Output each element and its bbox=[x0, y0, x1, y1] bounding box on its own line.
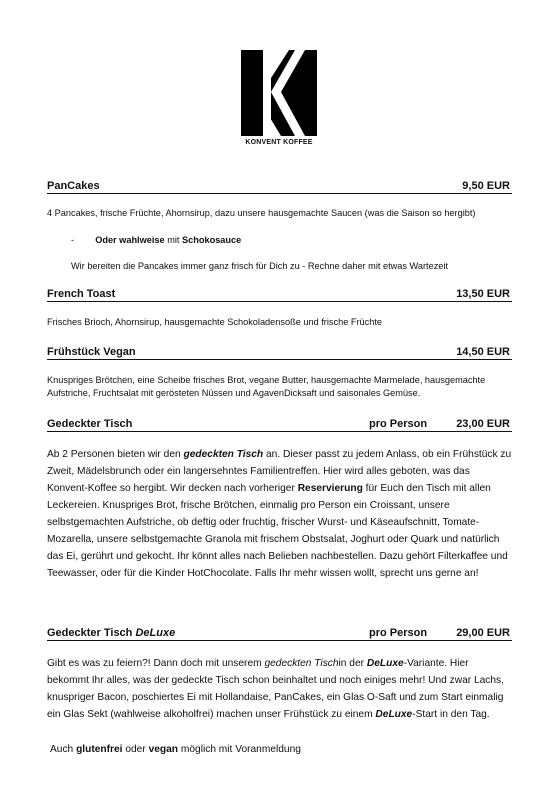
item-description bbox=[47, 446, 512, 582]
text-part: Auch bbox=[50, 744, 74, 755]
item-option bbox=[71, 234, 536, 247]
item-price: 29,00 EUR bbox=[456, 627, 510, 639]
item-name-base: Gedeckter Tisch bbox=[47, 627, 133, 639]
text-emphasis: vegan bbox=[148, 744, 179, 755]
item-price: 9,50 EUR bbox=[462, 180, 510, 192]
item-note: Wir bereiten die Pancakes immer ganz frisch für Dich zu - Rechne daher mit etwas Wartezeit bbox=[71, 261, 448, 271]
item-name: Frühstück Vegan bbox=[47, 346, 136, 358]
item-header-gedeckter-tisch bbox=[47, 417, 512, 432]
text-part: -Start in den Tag. bbox=[412, 709, 490, 720]
item-description: Knuspriges Brötchen, eine Scheibe frisches Brot, vegane Butter, hausgemachte Marmelade, hausgemachte Aufstriche, Fruchtsalat mit gerösteten Nüssen und AgavenDicksaft und saisonales Gemüse. bbox=[47, 375, 486, 398]
option-prefix: Oder wahlweise bbox=[95, 235, 165, 245]
item-price: 14,50 EUR bbox=[456, 346, 510, 358]
item-description bbox=[47, 655, 512, 723]
option-item: Schokosauce bbox=[182, 235, 242, 245]
text-emphasis: gedeckten Tisch bbox=[183, 449, 264, 460]
item-header-pancakes bbox=[47, 179, 512, 194]
item-description: Frisches Brioch, Ahornsirup, hausgemachte Schokoladensoße und frische Früchte bbox=[47, 317, 383, 327]
item-unit: pro Person bbox=[369, 627, 428, 639]
text-emphasis: Reservierung bbox=[297, 483, 363, 494]
text-part: -Variante. Hier bekommt Ihr alles, was der gedeckte Tisch schon beinhaltet und noch einiges mehr! Und zwar Lachs, knuspriger Bacon, poschiertes Ei mit Hollandaise, PanCakes, ein Glas O-Saft und zum Start einmalig ein Glas Sekt (wahlweise alkoholfrei) machen unser Frühstück zu einem bbox=[47, 658, 504, 720]
item-header-gedeckter-tisch-deluxe bbox=[47, 626, 512, 641]
item-name: French Toast bbox=[47, 288, 116, 300]
text-emphasis: glutenfrei bbox=[76, 744, 123, 755]
brand-name: KONVENT KOFFEE bbox=[245, 139, 313, 146]
item-unit: pro Person bbox=[369, 418, 428, 430]
item-description: 4 Pancakes, frische Früchte, Ahornsirup, dazu unsere hausgemachte Saucen (was die Saison so hergibt) bbox=[47, 208, 476, 218]
bullet: - bbox=[71, 235, 75, 245]
text-part: Gibt es was zu feiern?! Dann doch mit unserem bbox=[47, 658, 262, 669]
dietary-note bbox=[50, 741, 515, 758]
text-part: Ab 2 Personen bieten wir den bbox=[47, 449, 181, 460]
text-part: in der bbox=[338, 658, 365, 669]
item-name: PanCakes bbox=[47, 180, 100, 192]
text-part: möglich mit Voranmeldung bbox=[180, 744, 301, 755]
konvent-koffee-logo bbox=[241, 50, 317, 146]
item-name bbox=[47, 626, 175, 640]
item-name-suffix: DeLuxe bbox=[135, 627, 176, 639]
item-header-french-toast bbox=[47, 287, 512, 302]
text-emphasis: DeLuxe bbox=[375, 709, 413, 720]
text-emphasis: gedeckten Tisch bbox=[264, 658, 339, 669]
item-header-vegan bbox=[47, 345, 512, 360]
item-price: 13,50 EUR bbox=[456, 288, 510, 300]
text-part: an. Dieser passt zu jedem Anlass, ob ein Frühstück zu Zweit, Mädelsbrunch oder ein langersehntes Familientreffen. Hier wird alles geboten, was das Konvent-Koffee so hergibt. Wir decken nach vorheriger bbox=[47, 449, 512, 494]
item-price: 23,00 EUR bbox=[456, 418, 510, 430]
text-part: oder bbox=[125, 744, 146, 755]
text-part: für Euch den Tisch mit allen Leckereien. Knuspriges Brot, frische Brötchen, einmalig pro Person ein Croissant, unsere selbstgemachten Aufstriche, ob deftig oder fruchtig, frischer Wurst- und Käseaufschnitt, Tomate-Mozarella, unsere selbstgemachte Granola mit frischem Obstsalat, Joghurt oder Quark und natürlich das Ei, gerührt und gekocht. Ihr könnt alles nach Belieben nachbestellen. Dazu gehört Filterkaffee und Teewasser, oder für die Kinder HotChocolate. Falls Ihr mehr wissen wollt, sprecht uns gerne an! bbox=[47, 483, 508, 579]
item-name: Gedeckter Tisch bbox=[47, 418, 133, 430]
text-emphasis: DeLuxe bbox=[366, 658, 404, 669]
option-mid: mit bbox=[167, 235, 180, 245]
